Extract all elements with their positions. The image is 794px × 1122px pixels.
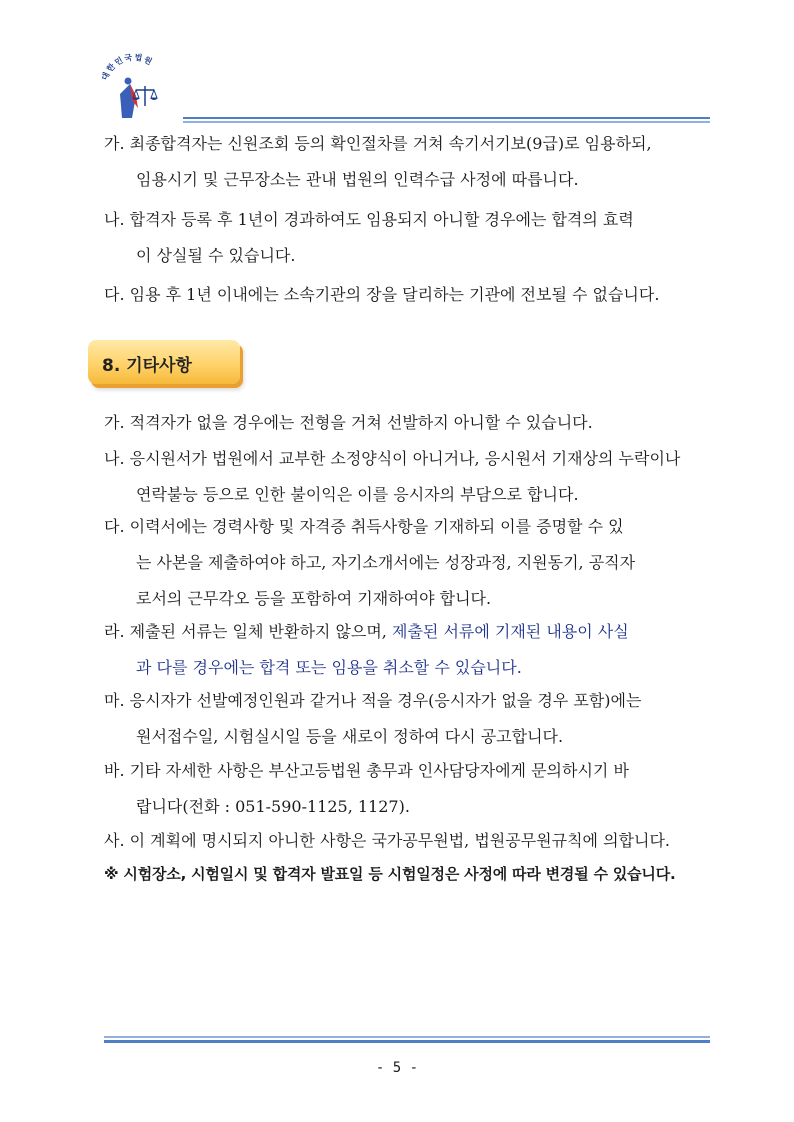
item-8-ba-line2: 랍니다(전화 : 051-590-1125, 1127). — [136, 797, 410, 816]
item-8-ra — [104, 620, 730, 680]
item-8-na — [104, 447, 730, 507]
item-7-da-line1: 다. 임용 후 1년 이내에는 소속기관의 장을 달리하는 기관에 전보될 수 없습니다. — [104, 285, 660, 304]
item-7-da — [104, 283, 730, 307]
item-7-ga-line1: 가. 최종합격자는 신원조회 등의 확인절차를 거쳐 속기서기보(9급)로 임용하되, — [104, 134, 652, 153]
item-8-ra-line1a: 라. 제출된 서류는 일체 반환하지 않으며, — [104, 622, 392, 641]
header-rule — [183, 117, 710, 123]
item-8-ra-highlight2: 과 다를 경우에는 합격 또는 임용을 취소할 수 있습니다. — [136, 658, 522, 677]
item-8-ra-highlight1: 제출된 서류에 기재된 내용이 사실 — [391, 622, 629, 641]
footer-rule — [104, 1036, 710, 1043]
item-8-ba — [104, 759, 730, 819]
section-8-heading — [88, 340, 240, 384]
item-8-ma-line1: 마. 응시자가 선발예정인원과 같거나 적을 경우(응시자가 없을 경우 포함)에는 — [104, 691, 642, 710]
item-7-na-line2: 이 상실될 수 있습니다. — [136, 246, 296, 265]
page-number: - 5 - — [375, 1060, 419, 1076]
item-8-da-line2: 는 사본을 제출하여야 하고, 자기소개서에는 성장과정, 지원동기, 공직자 — [136, 553, 636, 572]
item-8-da — [104, 515, 730, 611]
item-7-na — [104, 208, 730, 268]
item-7-na-line1: 나. 합격자 등록 후 1년이 경과하여도 임용되지 아니할 경우에는 합격의 효력 — [104, 210, 634, 229]
item-7-ga — [104, 132, 730, 192]
section-8-title: 8. 기타사항 — [102, 356, 192, 376]
schedule-note: ※ 시험장소, 시험일시 및 합격자 발표일 등 시험일정은 사정에 따라 변경될 수 있습니다. — [104, 865, 676, 883]
item-7-ga-line2: 임용시기 및 근무장소는 관내 법원의 인력수급 사정에 따릅니다. — [136, 170, 579, 189]
item-8-ga — [104, 411, 730, 435]
item-8-ma — [104, 689, 730, 749]
item-8-da-line3: 로서의 근무각오 등을 포함하여 기재하여야 합니다. — [136, 589, 492, 608]
item-8-ma-line2: 원서접수일, 시험실시일 등을 새로이 정하여 다시 공고합니다. — [136, 727, 564, 746]
item-8-sa — [104, 829, 730, 853]
item-8-na-line2: 연락불능 등으로 인한 불이익은 이를 응시자의 부담으로 합니다. — [136, 485, 579, 504]
item-8-sa-line1: 사. 이 계획에 명시되지 아니한 사항은 국가공무원법, 법원공무원규칙에 의합니다. — [104, 831, 670, 850]
item-8-da-line1: 다. 이력서에는 경력사항 및 자격증 취득사항을 기재하되 이를 증명할 수 있 — [104, 517, 624, 536]
svg-text:대한민국법원 — [99, 52, 155, 82]
item-8-na-line1: 나. 응시원서가 법원에서 교부한 소정양식이 아니거나, 응시원서 기재상의 누락이나 — [104, 449, 681, 468]
item-8-ba-line1: 바. 기타 자세한 사항은 부산고등법원 총무과 인사담당자에게 문의하시기 바 — [104, 761, 629, 780]
item-8-ga-line1: 가. 적격자가 없을 경우에는 전형을 거쳐 선발하지 아니할 수 있습니다. — [104, 413, 593, 432]
logo-lettering: 대한민국법원 — [100, 52, 155, 82]
court-logo — [92, 44, 176, 128]
